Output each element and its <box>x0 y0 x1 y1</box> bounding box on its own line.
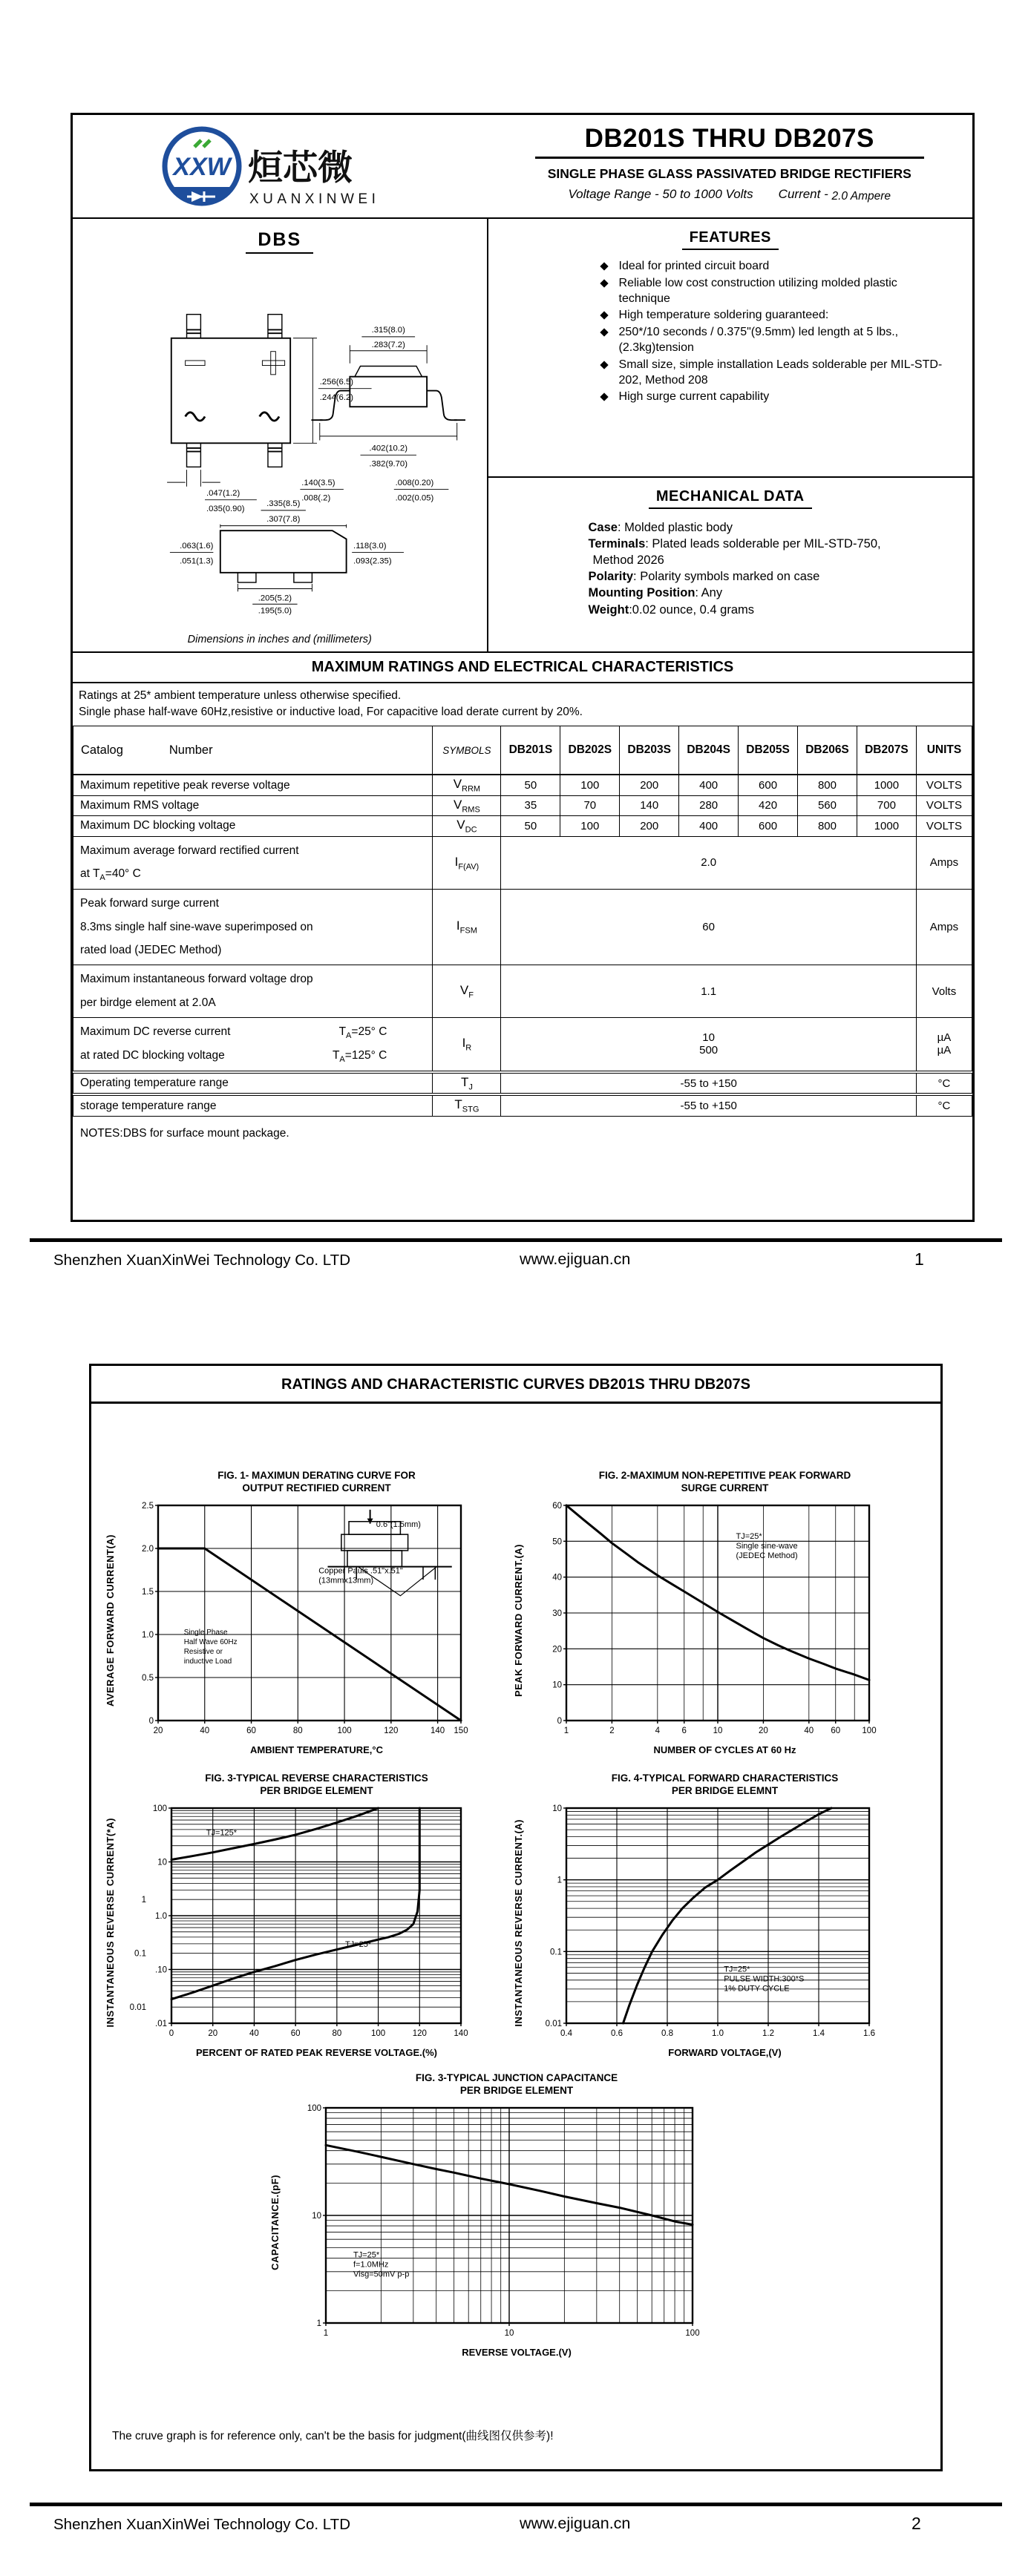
svg-text:0.6: 0.6 <box>611 2028 623 2038</box>
diamond-bullet-icon <box>600 361 608 369</box>
ratings-note-1: Ratings at 25* ambient temperature unless otherwise specified. <box>79 689 402 702</box>
type-column-header: DB202S <box>560 726 620 775</box>
feature-item: High surge current capability <box>600 390 952 405</box>
units-header: UNITS <box>916 726 972 775</box>
y-axis-label: PEAK FORWARD CURRENT.(A) <box>513 1543 524 1697</box>
svg-text:2.5: 2.5 <box>142 1501 154 1511</box>
svg-text:60: 60 <box>831 1726 841 1735</box>
svg-text:f=1.0MHz: f=1.0MHz <box>353 2260 389 2270</box>
dim-label: .205(5.2) <box>258 594 292 603</box>
table-row: Maximum instantaneous forward voltage drop per birdge element at 2.0A $V_F$ 1.1 Volts <box>73 965 972 1018</box>
mechanical-list <box>589 519 955 618</box>
package-drawing-panel <box>73 219 488 651</box>
svg-text:50: 50 <box>552 1537 562 1547</box>
reference-note: The cruve graph is for reference only, can't be the basis for judgment(曲线图仅供参考)! <box>112 2430 554 2442</box>
ratings-table-wrap <box>73 726 972 1116</box>
y-axis-label: CAPACITANCE.(pF) <box>269 2175 281 2271</box>
svg-text:0.8: 0.8 <box>661 2028 673 2038</box>
dim-label: .047(1.2) <box>206 489 240 499</box>
svg-text:120: 120 <box>384 1726 399 1735</box>
mechanical-line: Case: Molded plastic body <box>588 521 733 534</box>
svg-text:10: 10 <box>312 2211 321 2221</box>
mechanical-data-section <box>488 478 972 651</box>
svg-text:(JEDEC Method): (JEDEC Method) <box>736 1551 798 1560</box>
svg-text:6: 6 <box>681 1726 687 1735</box>
svg-text:30: 30 <box>552 1609 562 1618</box>
figure-1 <box>105 1470 509 1755</box>
svg-text:TJ=25*: TJ=25* <box>353 2250 380 2260</box>
footer-rule-1 <box>30 1238 1002 1242</box>
svg-text:Resistive or: Resistive or <box>183 1647 223 1656</box>
chart-fig3 <box>124 1801 473 2046</box>
footer-website-1[interactable]: www.ejiguan.cn <box>520 1250 631 1268</box>
header <box>73 115 972 219</box>
diamond-bullet-icon <box>600 329 608 337</box>
brand-chinese: 烜芯微 <box>247 148 353 187</box>
chart-fig2 <box>532 1498 881 1743</box>
svg-text:60: 60 <box>552 1501 562 1511</box>
minus-polarity-mark <box>185 361 204 366</box>
feature-item: Small size, simple installation Leads solderable per MIL-STD-202, Method 208 <box>600 358 952 389</box>
page-number-2: 2 <box>911 2514 921 2533</box>
current-label: Current - <box>778 187 828 201</box>
svg-text:10: 10 <box>552 1680 562 1690</box>
svg-text:40: 40 <box>200 1726 210 1735</box>
svg-text:1.0: 1.0 <box>142 1630 154 1640</box>
svg-text:100: 100 <box>862 1726 877 1735</box>
svg-text:0.4: 0.4 <box>560 2028 572 2038</box>
dim-label: .118(3.0) <box>353 541 387 551</box>
y-axis-label: AVERAGE FORWARD CURRENT(A) <box>105 1534 116 1706</box>
svg-text:20: 20 <box>153 1726 163 1735</box>
footer-rule-2 <box>30 2503 1002 2506</box>
ratings-banner: MAXIMUM RATINGS AND ELECTRICAL CHARACTERISTICS <box>73 653 972 683</box>
diamond-bullet-icon <box>600 393 608 401</box>
svg-text:60: 60 <box>290 2028 301 2038</box>
svg-text:PULSE WIDTH:300*S: PULSE WIDTH:300*S <box>724 1974 805 1984</box>
figure-title: FIG. 3-TYPICAL REVERSE CHARACTERISTICS PER BRIDGE ELEMENT <box>205 1772 428 1796</box>
svg-text:Single sine-wave: Single sine-wave <box>736 1541 798 1551</box>
svg-text:100: 100 <box>152 1804 167 1813</box>
type-column-header: DB204S <box>679 726 739 775</box>
brand-english: XUANXINWEI <box>249 191 380 207</box>
svg-text:0: 0 <box>168 2028 174 2038</box>
chart-fig4 <box>532 1801 881 2046</box>
svg-text:20: 20 <box>208 2028 218 2038</box>
chart-fig5 <box>289 2100 704 2345</box>
svg-text:1.5: 1.5 <box>142 1587 154 1597</box>
svg-text:Visg=50mV p-p: Visg=50mV p-p <box>353 2270 410 2279</box>
svg-text:100: 100 <box>685 2328 700 2338</box>
mechanical-line: Method 2026 <box>592 553 664 568</box>
table-row: Maximum DC blocking voltage $V_{DC}$ 50 100 200 400 600 800 1000 VOLTS <box>73 816 972 836</box>
dim-label: .195(5.0) <box>258 606 292 615</box>
svg-text:1: 1 <box>316 2319 321 2328</box>
dim-label: .008(.2) <box>301 493 330 503</box>
svg-text:.01: .01 <box>155 2019 167 2028</box>
svg-text:Single Phase: Single Phase <box>183 1628 228 1637</box>
dim-label: .035(0.90) <box>206 504 245 513</box>
type-column-header: DB207S <box>857 726 916 775</box>
figure-4 <box>513 1772 917 2058</box>
curve-TJ=125* <box>171 1808 379 1860</box>
svg-text:120: 120 <box>412 2028 427 2038</box>
svg-text:10: 10 <box>157 1858 167 1867</box>
ratings-table <box>73 726 972 1116</box>
chart-fig1 <box>124 1498 473 1743</box>
dim-label: .063(1.6) <box>179 541 214 551</box>
curves-heading: RATINGS AND CHARACTERISTIC CURVES DB201S THRU DB207S <box>91 1366 940 1404</box>
datasheet-page-2 <box>89 1364 943 2471</box>
svg-text:2.0: 2.0 <box>142 1544 154 1554</box>
svg-text:1.4: 1.4 <box>813 2028 825 2038</box>
svg-text:100: 100 <box>370 2028 386 2038</box>
svg-text:60: 60 <box>246 1726 256 1735</box>
svg-text:1: 1 <box>323 2328 329 2338</box>
svg-text:140: 140 <box>454 2028 468 2038</box>
x-axis-label: FORWARD VOLTAGE,(V) <box>668 2046 782 2058</box>
dim-label: .051(1.3) <box>179 556 214 566</box>
footer-website-2[interactable]: www.ejiguan.cn <box>520 2514 631 2532</box>
dim-label: .382(9.70) <box>369 459 408 469</box>
svg-text:1: 1 <box>141 1895 146 1905</box>
document-subtitle: SINGLE PHASE GLASS PASSIVATED BRIDGE RECTIFIERS <box>547 166 911 181</box>
svg-text:(13mmx13mm): (13mmx13mm) <box>318 1576 374 1586</box>
type-column-header: DB206S <box>798 726 857 775</box>
svg-text:1% DUTY CYCLE: 1% DUTY CYCLE <box>724 1984 790 1994</box>
svg-text:150: 150 <box>454 1726 468 1735</box>
svg-text:20: 20 <box>552 1645 562 1655</box>
svg-text:1: 1 <box>557 1876 562 1885</box>
package-caption: Dimensions in inches and (millimeters) <box>187 634 372 645</box>
svg-text:0: 0 <box>557 1716 562 1726</box>
svg-text:inductive Load: inductive Load <box>183 1657 232 1666</box>
table-notes: NOTES:DBS for surface mount package. <box>80 1126 289 1140</box>
svg-text:40: 40 <box>804 1726 814 1735</box>
type-column-header: DB201S <box>501 726 560 775</box>
dim-label: .335(8.5) <box>266 499 301 509</box>
svg-text:40: 40 <box>552 1573 562 1583</box>
svg-text:1.0: 1.0 <box>712 2028 724 2038</box>
figure-5 <box>269 2072 744 2358</box>
table-row: Maximum repetitive peak reverse voltage $V_{RRM}$ 50 100 200 400 600 800 1000 VOLTS <box>73 775 972 795</box>
title-block <box>487 115 972 217</box>
ratings-note-2: Single phase half-wave 60Hz,resistive or inductive load, For capacitive load derate current by 20%. <box>79 705 583 718</box>
current-value: 2.0 Ampere <box>831 190 891 203</box>
footer-company-1: Shenzhen XuanXinWei Technology Co. LTD <box>53 1252 351 1269</box>
figure-title: FIG. 4-TYPICAL FORWARD CHARACTERISTICS PER BRIDGE ELEMNT <box>611 1772 839 1796</box>
figure-title: FIG. 2-MAXIMUM NON-REPETITIVE PEAK FORWARD SURGE CURRENT <box>598 1470 851 1494</box>
mechanical-line: Weight:0.02 ounce, 0.4 grams <box>588 602 754 617</box>
svg-text:Copper Pauls .51"x.51": Copper Pauls .51"x.51" <box>318 1566 403 1576</box>
svg-text:100: 100 <box>337 1726 352 1735</box>
mechanical-line: Mounting Position: Any <box>588 586 723 600</box>
voltage-range: Voltage Range - 50 to 1000 Volts <box>568 187 753 201</box>
footer-company-2: Shenzhen XuanXinWei Technology Co. LTD <box>53 2516 351 2533</box>
title-underline <box>535 157 924 159</box>
svg-text:20: 20 <box>759 1726 768 1735</box>
svg-text:0.5: 0.5 <box>142 1673 154 1683</box>
dim-label: .283(7.2) <box>371 341 405 350</box>
mechanical-heading: MECHANICAL DATA <box>649 488 812 509</box>
features-list <box>600 259 952 405</box>
features-heading: FEATURES <box>682 229 779 250</box>
range-line <box>487 187 972 202</box>
features-section <box>488 219 972 478</box>
svg-text:4: 4 <box>655 1726 661 1735</box>
feature-item: Ideal for printed circuit board <box>600 259 952 275</box>
dim-label: .008(0.20) <box>395 478 433 487</box>
svg-text:0.1: 0.1 <box>134 1949 146 1959</box>
page-number-1: 1 <box>914 1249 924 1269</box>
diamond-bullet-icon <box>600 312 608 320</box>
figure-title: FIG. 1- MAXIMUN DERATING CURVE FOR OUTPUT RECTIFIED CURRENT <box>217 1470 416 1494</box>
ac-mark <box>185 413 204 421</box>
svg-text:TJ=25*: TJ=25* <box>345 1939 372 1949</box>
dim-label: .256(6.5) <box>319 378 353 387</box>
svg-text:.10: .10 <box>155 1965 167 1975</box>
dim-label: .002(0.05) <box>395 493 433 503</box>
dim-label: .315(8.0) <box>371 326 405 335</box>
svg-text:TJ=25*: TJ=25* <box>736 1531 762 1541</box>
y-axis-label: INSTANTANEOUS REVERSE CURRENT.(A) <box>513 1818 524 2027</box>
package-name: DBS <box>246 229 313 254</box>
svg-text:0: 0 <box>148 1716 154 1726</box>
svg-text:1.6: 1.6 <box>863 2028 875 2038</box>
type-column-header: DB205S <box>739 726 798 775</box>
svg-text:10: 10 <box>504 2328 514 2338</box>
svg-text:140: 140 <box>431 1726 445 1735</box>
figure-title: FIG. 3-TYPICAL JUNCTION CAPACITANCE PER BRIDGE ELEMENT <box>415 2072 618 2096</box>
type-column-header: DB203S <box>620 726 679 775</box>
dim-label: .244(6.2) <box>319 392 353 402</box>
svg-text:Half Wave 60Hz: Half Wave 60Hz <box>183 1637 238 1646</box>
symbols-header: SYMBOLS <box>433 726 501 775</box>
datasheet-page-1 <box>71 113 975 1222</box>
package-outline-drawing <box>94 254 465 615</box>
catalog-header: Catalog Number <box>73 726 433 775</box>
svg-text:80: 80 <box>292 1726 303 1735</box>
svg-text:80: 80 <box>332 2028 342 2038</box>
figure-3 <box>105 1772 509 2058</box>
table-row: Maximum average forward rectified current at $T_A=40^\circ$ C $I_{F(AV)}$ 2.0 Amps <box>73 836 972 889</box>
svg-text:0.6"(1.5mm): 0.6"(1.5mm) <box>376 1519 421 1529</box>
mechanical-line: Polarity: Polarity symbols marked on case <box>588 570 820 584</box>
dim-label: .140(3.5) <box>301 478 336 487</box>
table-row: Operating temperature range $T_J$ -55 to +150 °C <box>73 1072 972 1094</box>
table-row: Peak forward surge current 8.3ms single half sine-wave superimposed on rated load (JEDEC Method) $I_{FSM}$ 60 Amps <box>73 889 972 965</box>
svg-text:0.01: 0.01 <box>129 2002 146 2012</box>
feature-item: Reliable low cost construction utilizing molded plastic technique <box>600 276 952 307</box>
dim-label: .307(7.8) <box>266 514 301 524</box>
ac-mark <box>259 413 278 421</box>
svg-text:10: 10 <box>552 1804 562 1813</box>
svg-text:40: 40 <box>249 2028 259 2038</box>
table-row: storage temperature range $T_{STG}$ -55 to +150 °C <box>73 1094 972 1116</box>
feature-item: 250*/10 seconds / 0.375"(9.5mm) led length at 5 lbs., (2.3kg)tension <box>600 325 952 356</box>
table-row: Maximum DC reverse current $T_A=25^\circ$ C at rated DC blocking voltage $T_A=125^\circ$ C $I_R$ 10 500 µA µA <box>73 1017 972 1072</box>
svg-text:1: 1 <box>563 1726 569 1735</box>
svg-text:2: 2 <box>609 1726 615 1735</box>
table-row: Maximum RMS voltage $V_{RMS}$ 35 70 140 280 420 560 700 VOLTS <box>73 795 972 815</box>
mechanical-line: Terminals: Plated leads solderable per MIL-STD-750, <box>588 537 881 551</box>
svg-text:TJ=125*: TJ=125* <box>206 1828 238 1838</box>
svg-text:10: 10 <box>713 1726 723 1735</box>
dim-label: .093(2.35) <box>353 556 392 566</box>
x-axis-label: REVERSE VOLTAGE.(V) <box>462 2346 572 2358</box>
logo-icon <box>157 120 402 212</box>
plus-polarity-mark <box>262 361 284 366</box>
document-title: DB201S THRU DB207S <box>584 124 874 153</box>
x-axis-label: NUMBER OF CYCLES AT 60 Hz <box>653 1744 796 1755</box>
svg-text:100: 100 <box>307 2103 321 2113</box>
svg-text:1.2: 1.2 <box>762 2028 774 2038</box>
ratings-notes <box>73 683 972 726</box>
svg-text:1.0: 1.0 <box>155 1911 167 1921</box>
x-axis-label: AMBIENT TEMPERATURE,°C <box>249 1744 383 1755</box>
dim-label: .402(10.2) <box>369 444 408 453</box>
figure-2 <box>513 1470 917 1755</box>
svg-text:TJ=25*: TJ=25* <box>724 1965 750 1974</box>
diamond-bullet-icon <box>600 262 608 270</box>
diamond-bullet-icon <box>600 279 608 287</box>
y-axis-label: INSTANTANEOUS REVERSE CURRENT(*A) <box>105 1818 116 2028</box>
logo-monogram: XXW <box>173 153 231 181</box>
svg-text:0.01: 0.01 <box>545 2019 562 2028</box>
company-logo <box>73 115 487 217</box>
x-axis-label: PERCENT OF RATED PEAK REVERSE VOLTAGE.(%) <box>195 2046 438 2058</box>
svg-text:0.1: 0.1 <box>550 1948 562 1957</box>
feature-item: High temperature soldering guaranteed: <box>600 308 952 323</box>
